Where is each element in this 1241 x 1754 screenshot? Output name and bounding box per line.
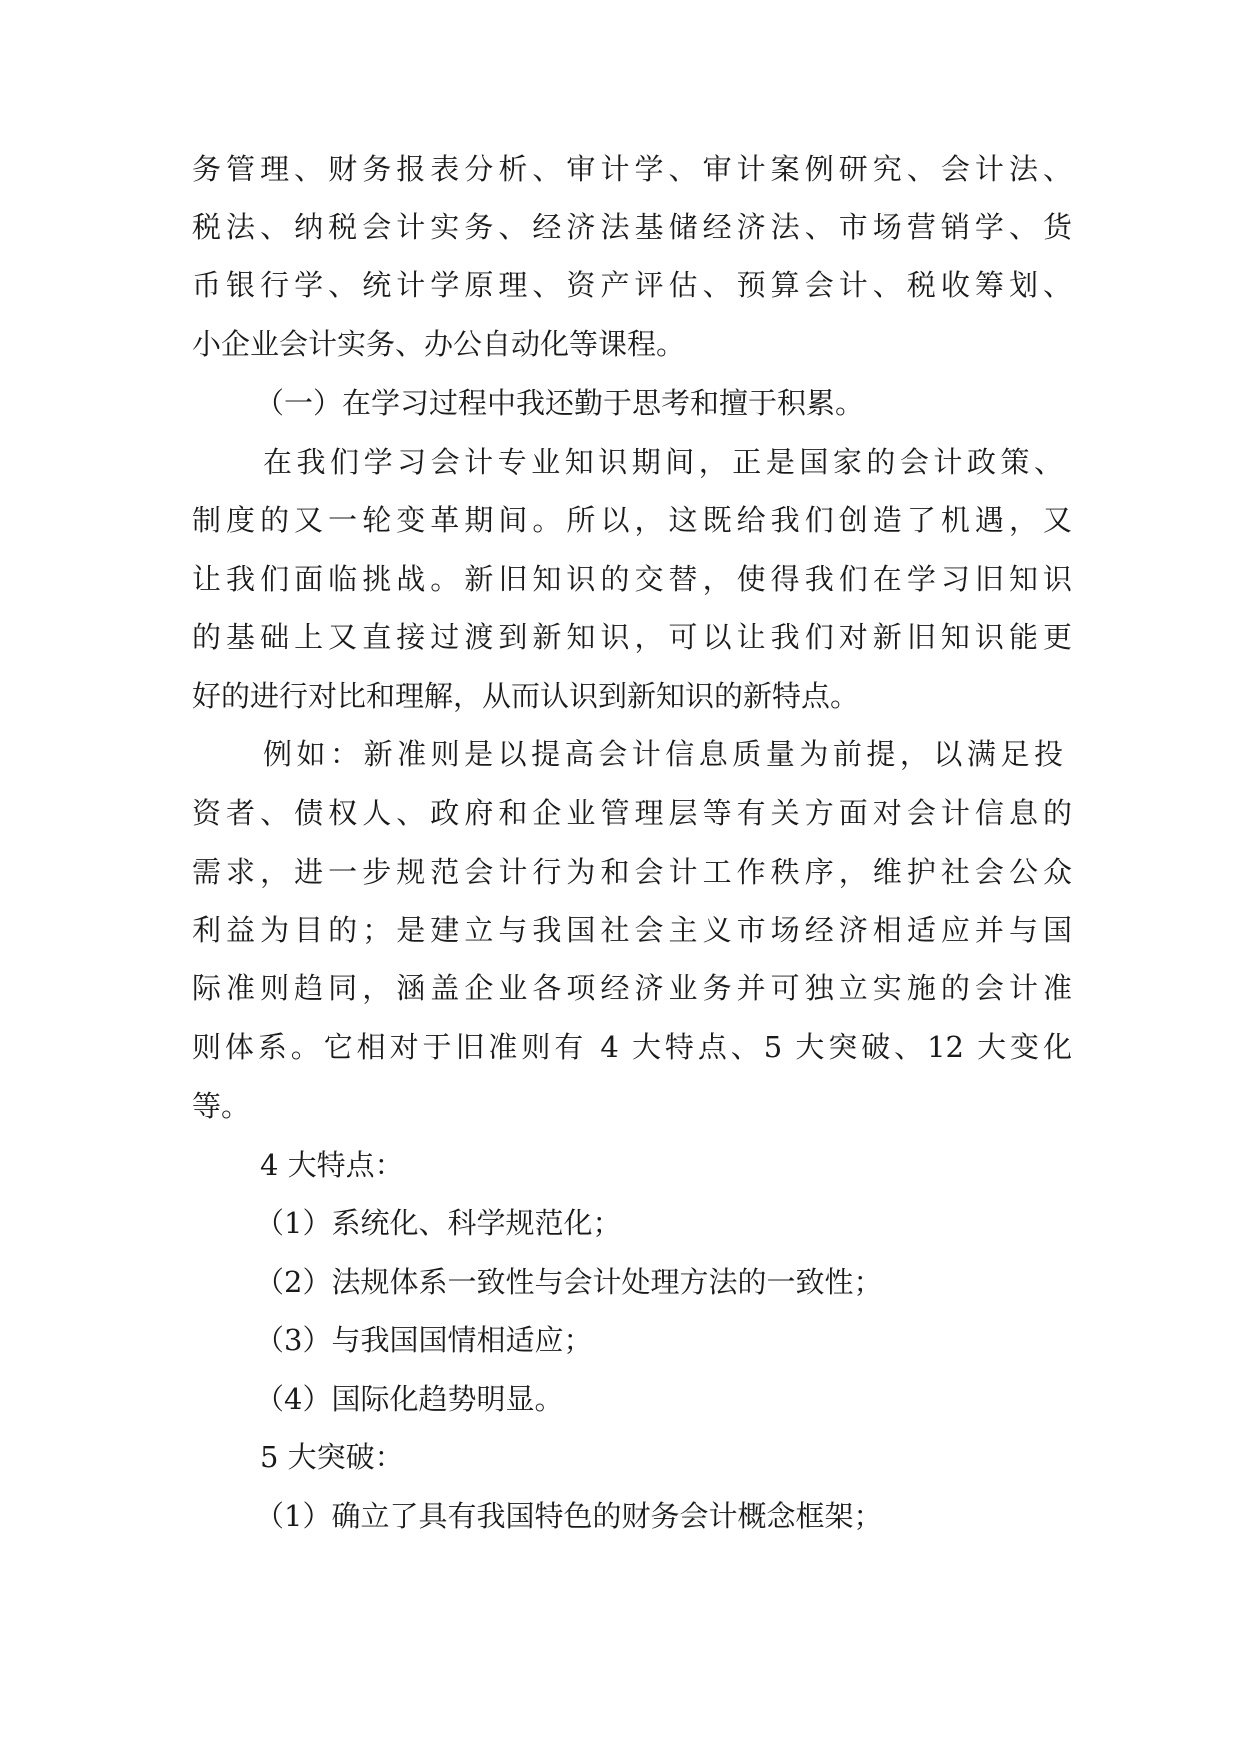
body-text-line: 币银行学、统计学原理、资产评估、预算会计、税收筹划、 xyxy=(192,268,1072,302)
body-text-line: 则体系。它相对于旧准则有 4 大特点、5 大突破、12 大变化 xyxy=(192,1030,1072,1064)
body-text-line: 资者、债权人、政府和企业管理层等有关方面对会计信息的 xyxy=(192,796,1072,830)
body-text-line: 让我们面临挑战。新旧知识的交替，使得我们在学习旧知识 xyxy=(192,562,1072,596)
body-text-line: 制度的又一轮变革期间。所以，这既给我们创造了机遇，又 xyxy=(192,503,1072,537)
section-heading: （一）在学习过程中我还勤于思考和擅于积累。 xyxy=(255,386,865,420)
list-heading: 4 大特点： xyxy=(260,1148,404,1182)
list-heading: 5 大突破： xyxy=(260,1440,404,1474)
body-text-line: 利益为目的；是建立与我国社会主义市场经济相适应并与国 xyxy=(192,913,1072,947)
body-text-line: 税法、纳税会计实务、经济法基储经济法、市场营销学、货 xyxy=(192,210,1072,244)
body-text-line: 际准则趋同，涵盖企业各项经济业务并可独立实施的会计准 xyxy=(192,971,1072,1005)
paragraph-first-line: 在我们学习会计专业知识期间，正是国家的会计政策、 xyxy=(263,445,1063,479)
list-item: （2）法规体系一致性与会计处理方法的一致性； xyxy=(255,1265,883,1299)
body-text-line: 需求，进一步规范会计行为和会计工作秩序，维护社会公众 xyxy=(192,855,1072,889)
body-text-line: 等。 xyxy=(192,1089,251,1123)
list-item: （1）确立了具有我国特色的财务会计概念框架； xyxy=(255,1499,883,1533)
paragraph-first-line: 例如：新准则是以提高会计信息质量为前提，以满足投 xyxy=(263,737,1063,771)
body-text-line: 小企业会计实务、办公自动化等课程。 xyxy=(192,327,686,361)
list-item: （4）国际化趋势明显。 xyxy=(255,1382,564,1416)
body-text-line: 好的进行对比和理解，从而认识到新知识的新特点。 xyxy=(192,679,860,713)
body-text-line: 务管理、财务报表分析、审计学、审计案例研究、会计法、 xyxy=(192,152,1072,186)
list-item: （1）系统化、科学规范化； xyxy=(255,1206,622,1240)
list-item: （3）与我国国情相适应； xyxy=(255,1323,593,1357)
body-text-line: 的基础上又直接过渡到新知识，可以让我们对新旧知识能更 xyxy=(192,620,1072,654)
